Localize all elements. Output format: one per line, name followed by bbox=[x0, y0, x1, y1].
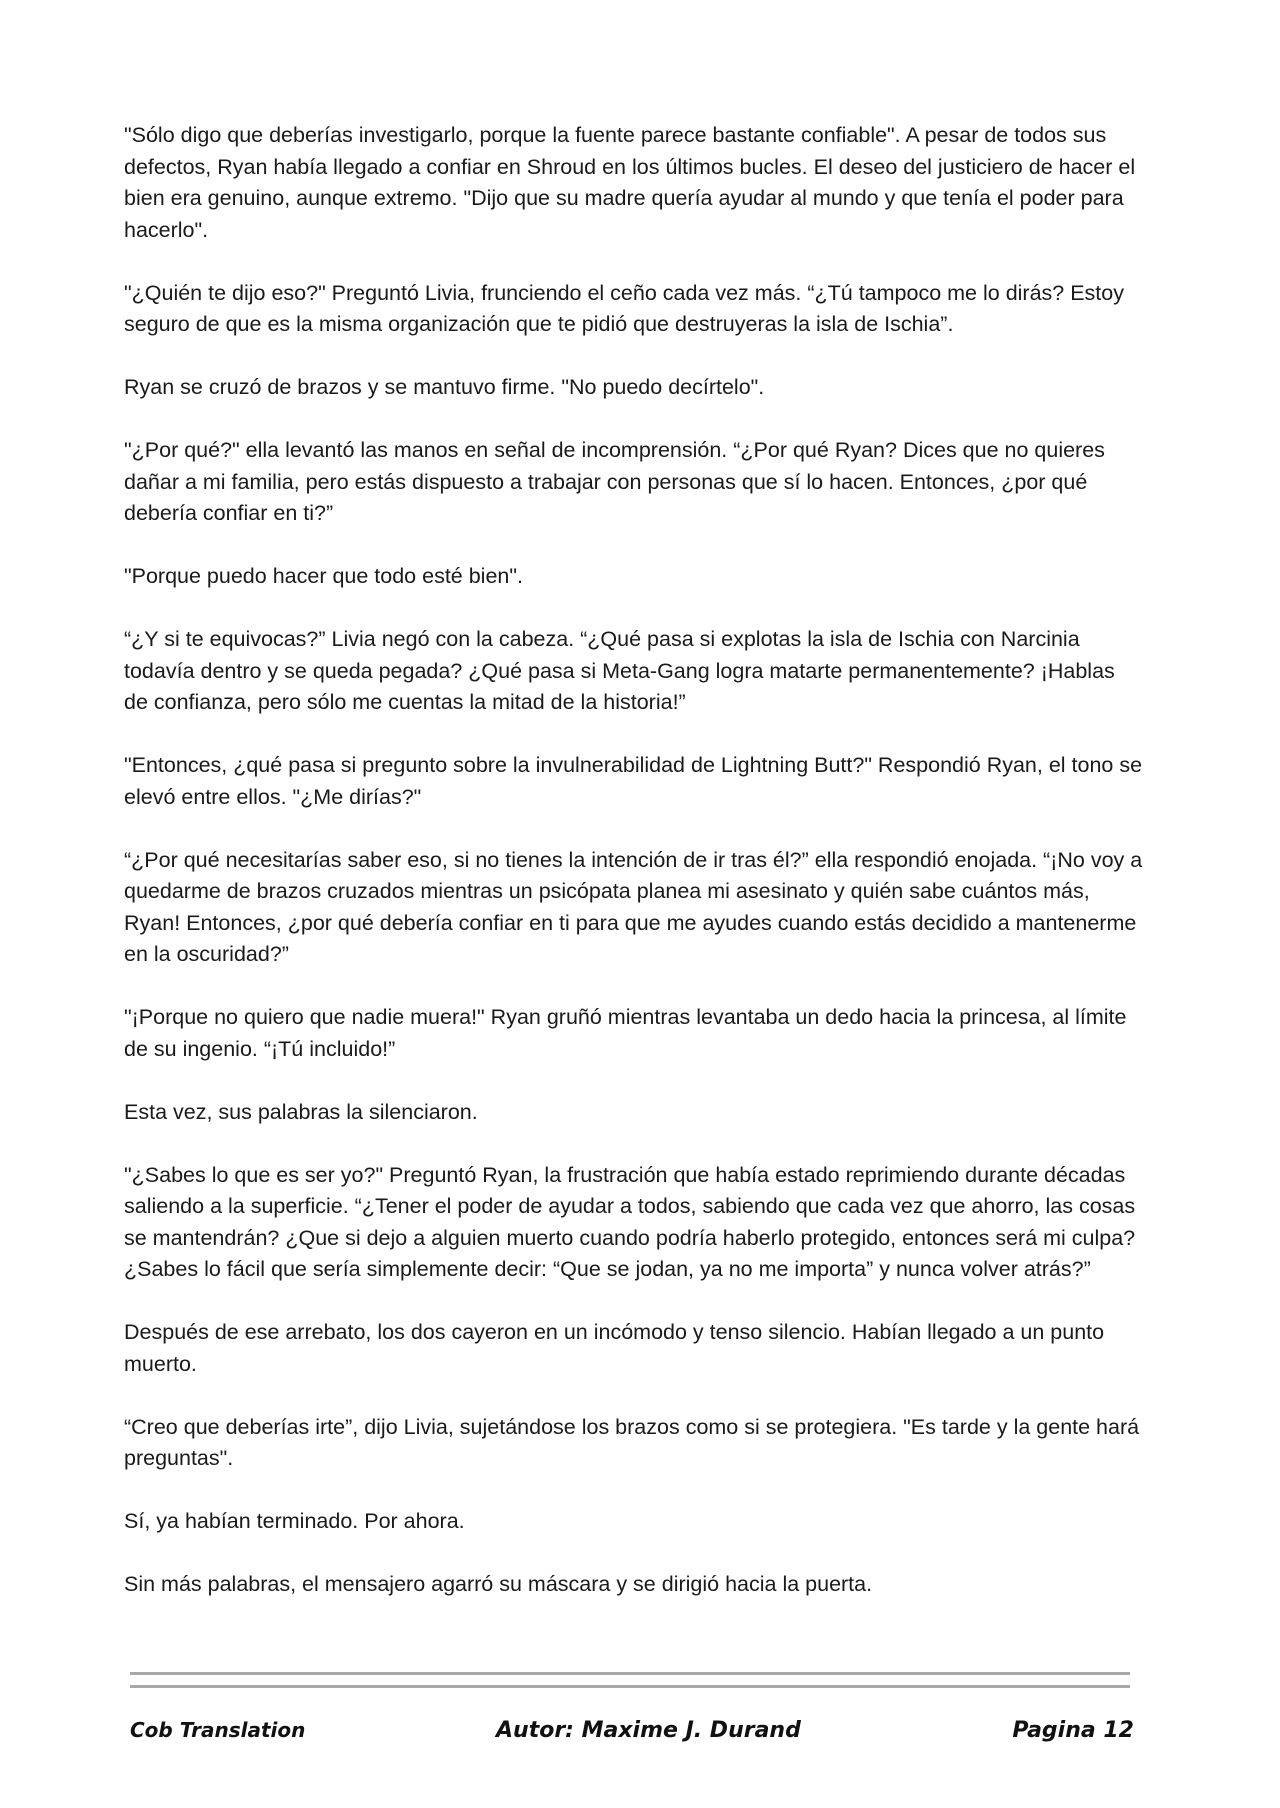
paragraph: "¿Quién te dijo eso?" Preguntó Livia, frunciendo el ceño cada vez más. “¿Tú tampoco me lo dirás? Estoy seguro de que es la misma organización que te pidió que destruyeras la isla de Ischia”. bbox=[124, 280, 1124, 336]
paragraph: “¿Y si te equivocas?” Livia negó con la cabeza. “¿Qué pasa si explotas la isla de Ischia con Narcinia todavía dentro y se queda pegada? ¿Qué pasa si Meta-Gang logra matarte permanentemente? ¡Hablas de confianza, pero sólo me cuentas la mitad de la historia!” bbox=[124, 627, 1115, 714]
paragraph: “¿Por qué necesitarías saber eso, si no tienes la intención de ir tras él?” ella respondió enojada. “¡No voy a quedarme de brazos cruzados mientras un psicópata planea mi asesinato y quién sabe cuántos más, Ryan! Entonces, ¿por qué debería confiar en ti para que me ayudes cuando estás decidido a mantenerme en la oscuridad?” bbox=[124, 847, 1143, 966]
paragraph: "¡Porque no quiero que nadie muera!" Ryan gruñó mientras levantaba un dedo hacia la princesa, al límite de su ingenio. “¡Tú incluido!” bbox=[124, 1005, 1127, 1061]
paragraph: "¿Sabes lo que es ser yo?" Preguntó Ryan, la frustración que había estado reprimiendo durante décadas saliendo a la superficie. “¿Tener el poder de ayudar a todos, sabiendo que cada vez que ahorro, las cosas se mantendrán? ¿Que si dejo a alguien muerto cuando podría haberlo protegido, entonces será mi culpa? ¿Sabes lo fácil que sería simplemente decir: “Que se jodan, ya no me importa” y nunca volver atrás?” bbox=[124, 1162, 1136, 1281]
paragraph: Ryan se cruzó de brazos y se mantuvo firme. "No puedo decírtelo". bbox=[124, 375, 765, 399]
paragraph: Sin más palabras, el mensajero agarró su máscara y se dirigió hacia la puerta. bbox=[124, 1572, 873, 1596]
footer-page-number: Pagina 12 bbox=[1012, 1718, 1134, 1743]
paragraph: “Creo que deberías irte”, dijo Livia, sujetándose los brazos como si se protegiera. "Es tarde y la gente hará preguntas". bbox=[124, 1414, 1140, 1470]
paragraph: "Entonces, ¿qué pasa si pregunto sobre la invulnerabilidad de Lightning Butt?" Respondió Ryan, el tono se elevó entre ellos. "¿Me dirías?" bbox=[124, 753, 1143, 809]
paragraph: "¿Por qué?" ella levantó las manos en señal de incomprensión. “¿Por qué Ryan? Dices que no quieres dañar a mi familia, pero estás dispuesto a trabajar con personas que sí lo hacen. Entonces, ¿por qué debería confiar en ti?” bbox=[124, 438, 1105, 525]
footer-rule-top bbox=[130, 1672, 1130, 1675]
footer-author: Autor: Maxime J. Durand bbox=[496, 1718, 801, 1743]
paragraph: Después de ese arrebato, los dos cayeron en un incómodo y tenso silencio. Habían llegado a un punto muerto. bbox=[124, 1320, 1105, 1376]
body-text bbox=[124, 120, 1144, 1601]
paragraph: "Sólo digo que deberías investigarlo, porque la fuente parece bastante confiable". A pesar de todos sus defectos, Ryan había llegado a confiar en Shroud en los últimos bucles. El deseo del justiciero de hacer el bien era genuino, aunque extremo. "Dijo que su madre quería ayudar al mundo y que tenía el poder para hacerlo". bbox=[124, 123, 1136, 242]
paragraph: "Porque puedo hacer que todo esté bien". bbox=[124, 564, 523, 588]
paragraph: Esta vez, sus palabras la silenciaron. bbox=[124, 1099, 478, 1124]
footer-rule-bottom bbox=[130, 1685, 1130, 1688]
footer-translator: Cob Translation bbox=[130, 1718, 306, 1742]
paragraph: Sí, ya habían terminado. Por ahora. bbox=[124, 1509, 465, 1533]
